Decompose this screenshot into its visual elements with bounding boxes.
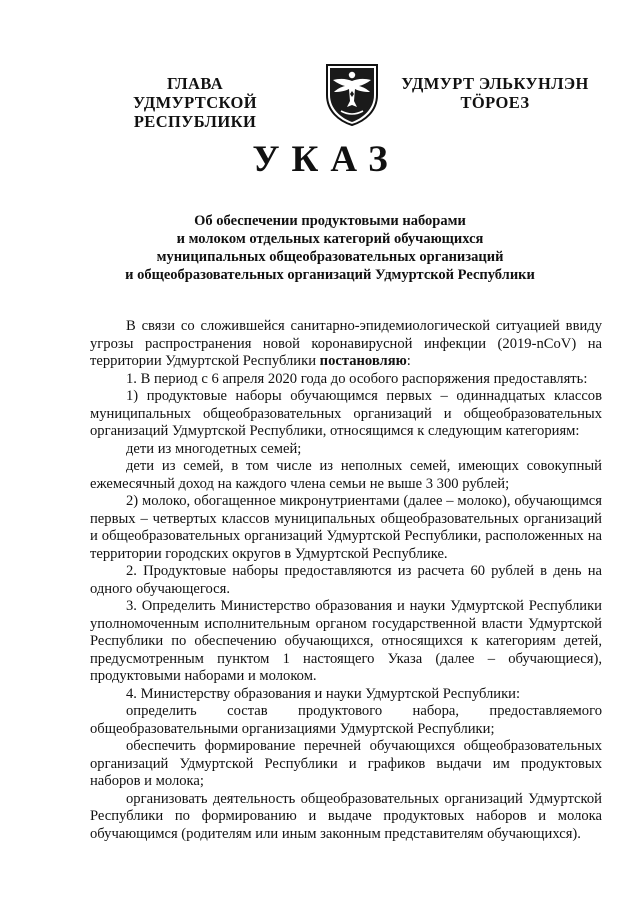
paragraph: 1) продуктовые наборы обучающимся первых – одиннадцатых классов муниципальных общеобразовательных организаций и общеобразовательных организаций Удмуртской Республики, относящимся к следующим категориям:	[90, 388, 602, 439]
document-subject	[80, 212, 580, 284]
paragraph: определить состав продуктового набора, предоставляемого общеобразовательными организациями Удмуртской Республики;	[90, 703, 602, 737]
header-right-line2: ТӦРОЕЗ	[460, 93, 530, 112]
paragraph: дети из семей, в том числе из неполных семей, имеющих совокупный ежемесячный доход на каждого члена семьи не выше 3 300 рублей;	[90, 458, 602, 492]
header-left-line2: УДМУРТСКОЙ РЕСПУБЛИКИ	[133, 93, 257, 131]
subject-line: и молоком отдельных категорий обучающихся	[176, 231, 484, 247]
paragraph: 1. В период с 6 апреля 2020 года до особого распоряжения предоставлять:	[126, 370, 588, 387]
paragraph: дети из многодетных семей;	[126, 440, 302, 457]
coat-of-arms-icon	[321, 61, 383, 127]
paragraph: организовать деятельность общеобразовательных организаций Удмуртской Республики по формированию и выдаче продуктовых наборов и молока обучающимся (родителям или иным законным представителям обучающихся).	[90, 790, 602, 842]
paragraph-preamble	[90, 318, 602, 371]
decree-word: постановляю	[319, 353, 407, 369]
paragraph: 2) молоко, обогащенное микронутриентами (далее – молоко), обучающимся первых – четвертых классов муниципальных общеобразовательных организаций и общеобразовательных организаций Удмуртской Республики, расположенных на территории городских округов в Удмуртской Республике.	[90, 493, 602, 562]
paragraph: 4. Министерству образования и науки Удмуртской Республики:	[126, 685, 521, 702]
header-left-line1: ГЛАВА	[166, 74, 224, 93]
subject-line: Об обеспечении продуктовыми наборами	[194, 213, 466, 229]
subject-line: муниципальных общеобразовательных организаций	[156, 249, 504, 265]
subject-line: и общеобразовательных организаций Удмуртской Республики	[125, 267, 535, 283]
document-body	[90, 318, 602, 843]
document-title: УКАЗ	[252, 139, 400, 180]
paragraph: обеспечить формирование перечней обучающихся общеобразовательных организаций Удмуртской Республики и графиков выдачи им продуктовых наборов и молока;	[90, 738, 602, 789]
paragraph: 3. Определить Министерство образования и науки Удмуртской Республики уполномоченным исполнительным органом государственной власти Удмуртской Республики по обеспечению обучающихся, относящихся к категориям детей, предусмотренным пунктом 1 настоящего Указа (далее – обучающиеся), продуктовыми наборами и молоком.	[90, 598, 602, 684]
header-right	[395, 74, 595, 112]
decree-colon: :	[406, 353, 411, 369]
header-left	[70, 74, 320, 131]
header-right-line1: УДМУРТ ЭЛЬКУНЛЭН	[401, 74, 589, 93]
paragraph: 2. Продуктовые наборы предоставляются из расчета 60 рублей в день на одного обучающегося.	[90, 563, 602, 597]
preamble-text: В связи со сложившейся санитарно-эпидемиологической ситуацией ввиду угрозы распространения новой коронавирусной инфекции (2019-nCoV) на территории Удмуртской Республики	[90, 318, 602, 369]
